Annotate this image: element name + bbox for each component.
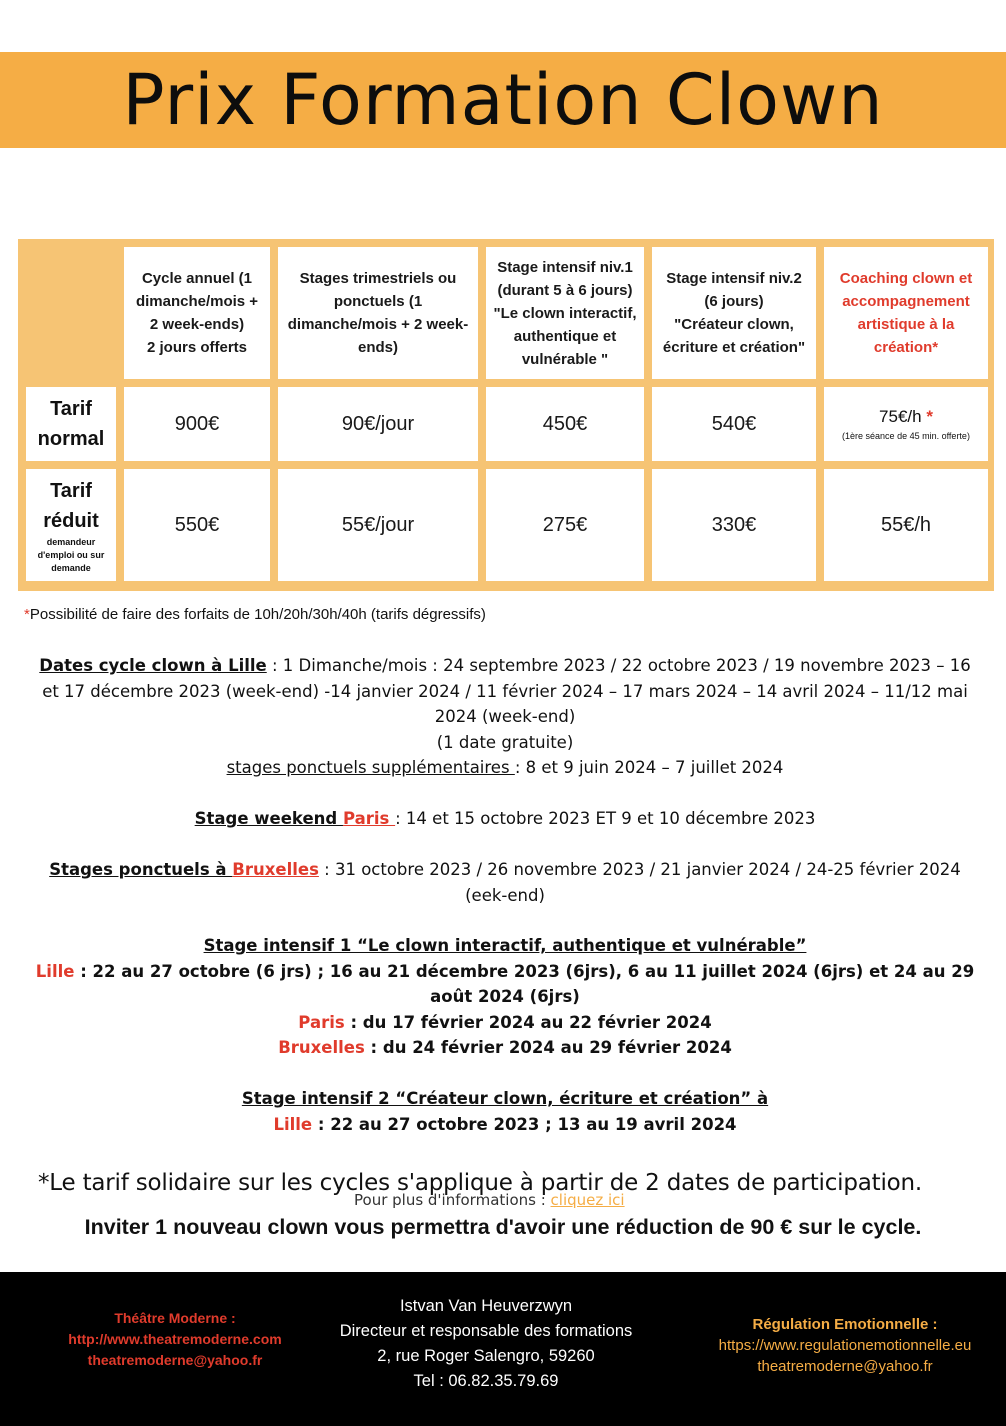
theatre-email-link[interactable]: theatremoderne@yahoo.fr — [87, 1352, 263, 1368]
paris-city: Paris — [298, 1012, 345, 1032]
price-value: 55€/jour — [341, 513, 415, 536]
coaching-price-line — [879, 407, 933, 427]
intensif1-lille-dates: : 22 au 27 octobre (6 jrs) ; 16 au 21 décembre 2023 (6jrs), 6 au 11 juillet 2024 (6jrs) et 24 au 29 août 2024 (6jrs) — [74, 961, 975, 1006]
lille-cycle-section — [30, 653, 980, 781]
price-cell — [278, 387, 478, 461]
price-cell — [124, 469, 270, 581]
price-cell — [652, 387, 816, 461]
theatre-website-link[interactable]: http://www.theatremoderne.com — [68, 1331, 282, 1347]
lille-cycle-dates — [30, 653, 980, 730]
header-text: Coaching clown et accompagnement artistique à la création* — [839, 270, 973, 356]
footer — [0, 1272, 1006, 1426]
price-value: 450€ — [542, 412, 588, 435]
more-info — [354, 1191, 625, 1209]
extra-stages-heading: stages ponctuels supplémentaires — [226, 758, 515, 777]
more-info-text: Pour plus d'informations : — [354, 1191, 551, 1209]
intensif2-section — [30, 1086, 980, 1137]
footer-right-title: Régulation Emotionnelle : — [752, 1316, 938, 1333]
header-text: Stage intensif niv.2 (6 jours) "Créateur clown, écriture et création" — [662, 270, 806, 356]
row-label-tarif-normal — [26, 387, 116, 461]
solidaire-note: *Le tarif solidaire sur les cycles s'applique à partir de 2 dates de participation. — [38, 1170, 922, 1196]
extra-stages — [30, 755, 980, 781]
price-value: 90€/jour — [341, 412, 415, 435]
footer-contact — [300, 1294, 672, 1394]
price-value: 900€ — [174, 412, 220, 435]
bruxelles-section — [30, 857, 980, 908]
row-sublabel: demandeur d'emploi ou sur demande — [37, 536, 105, 573]
footer-left-title: Théâtre Moderne : — [114, 1310, 236, 1326]
price-value: 550€ — [174, 513, 220, 536]
price-cell — [652, 469, 816, 581]
asterisk: * — [926, 407, 933, 426]
paris-city: Paris — [342, 809, 396, 828]
director-role: Directeur et responsable des formations — [339, 1322, 633, 1340]
price-cell — [124, 387, 270, 461]
lille-city: Lille — [35, 961, 75, 981]
forfaits-footnote — [24, 606, 486, 623]
director-name: Istvan Van Heuverzwyn — [399, 1297, 573, 1315]
intensif1-lille — [30, 959, 980, 1010]
price-cell-coaching — [824, 387, 988, 461]
header-stage-intensif-1 — [486, 247, 644, 379]
free-date-note: (1 date gratuite) — [436, 732, 574, 752]
price-table — [18, 239, 994, 591]
lille-cycle-date-list: : 1 Dimanche/mois : 24 septembre 2023 / 22 octobre 2023 / 19 novembre 2023 – 16 et 17 décembre 2023 (week-end) -14 janvier 2024 / 11 février 2024 – 17 mars 2024 – 14 avril 2024 – 11/12 mai 2024 (week-end) — [42, 656, 971, 726]
bruxelles-dates: : 31 octobre 2023 / 26 novembre 2023 / 21 janvier 2024 / 24-25 février 2024 (eek-end) — [318, 860, 961, 905]
header-stage-intensif-2 — [652, 247, 816, 379]
page-title: Prix Formation Clown — [122, 59, 884, 141]
header-text: Cycle annuel (1 dimanche/mois + 2 week-ends) 2 jours offerts — [135, 270, 259, 356]
phone: Tel : 06.82.35.79.69 — [413, 1372, 559, 1390]
regulation-website-link[interactable]: https://www.regulationemotionnelle.eu — [718, 1337, 972, 1354]
paris-weekend-dates: : 14 et 15 octobre 2023 ET 9 et 10 décembre 2023 — [395, 809, 816, 828]
intensif2-heading: Stage intensif 2 “Créateur clown, écriture et création” à — [241, 1089, 769, 1108]
address: 2, rue Roger Salengro, 59260 — [377, 1347, 595, 1365]
price-value: 75€/h — [879, 407, 922, 426]
intensif2-lille — [30, 1112, 980, 1138]
coaching-note: (1ère séance de 45 min. offerte) — [842, 431, 970, 441]
intensif2-lille-dates: : 22 au 27 octobre 2023 ; 13 au 19 avril 2024 — [312, 1114, 737, 1134]
asterisk: * — [24, 606, 30, 623]
bruxelles-heading: Stages ponctuels à — [49, 860, 233, 879]
price-value: 55€/h — [880, 513, 932, 536]
intensif1-bruxelles-dates: : du 24 février 2024 au 29 février 2024 — [364, 1038, 732, 1057]
title-banner — [0, 52, 1006, 148]
intensif1-bruxelles — [30, 1035, 980, 1061]
more-info-link[interactable]: cliquez ici — [550, 1191, 625, 1209]
price-cell — [824, 469, 988, 581]
row-label-tarif-reduit — [26, 469, 116, 581]
header-text: Stage intensif niv.1 (durant 5 à 6 jours) "Le clown interactif, authentique et vulnérable " — [493, 258, 637, 368]
header-stages-trimestriels — [278, 247, 478, 379]
footnote-text: Possibilité de faire des forfaits de 10h/20h/30h/40h (tarifs dégressifs) — [29, 606, 486, 623]
row-label-text: Tarif normal — [37, 398, 105, 450]
regulation-email-link[interactable]: theatremoderne@yahoo.fr — [757, 1358, 933, 1375]
intensif1-heading: Stage intensif 1 “Le clown interactif, authentique et vulnérable” — [203, 936, 807, 955]
footer-theatre-moderne — [20, 1308, 330, 1371]
intensif1-paris-dates: : du 17 février 2024 au 22 février 2024 — [344, 1012, 712, 1032]
footer-regulation — [690, 1314, 1000, 1377]
lille-cycle-heading: Dates cycle clown à Lille — [39, 656, 267, 675]
header-cycle-annuel — [124, 247, 270, 379]
price-value: 275€ — [542, 513, 588, 536]
price-value: 540€ — [711, 412, 757, 435]
price-cell — [486, 387, 644, 461]
price-value: 330€ — [711, 513, 757, 536]
paris-weekend-section — [30, 806, 980, 832]
intensif1-section — [30, 933, 980, 1061]
intensif1-paris — [30, 1010, 980, 1036]
row-label-text: Tarif réduit — [43, 479, 99, 532]
extra-stages-dates: : 8 et 9 juin 2024 – 7 juillet 2024 — [514, 758, 784, 777]
header-coaching — [824, 247, 988, 379]
bruxelles-city: Bruxelles — [232, 860, 319, 879]
price-cell — [278, 469, 478, 581]
lille-city: Lille — [273, 1114, 313, 1134]
invite-offer: Inviter 1 nouveau clown vous permettra d'avoir une réduction de 90 € sur le cycle. — [84, 1215, 922, 1239]
price-cell — [486, 469, 644, 581]
header-text: Stages trimestriels ou ponctuels (1 dimanche/mois + 2 week-ends) — [287, 270, 469, 356]
paris-weekend-heading: Stage weekend — [194, 809, 343, 828]
bruxelles-city: Bruxelles — [278, 1038, 365, 1057]
